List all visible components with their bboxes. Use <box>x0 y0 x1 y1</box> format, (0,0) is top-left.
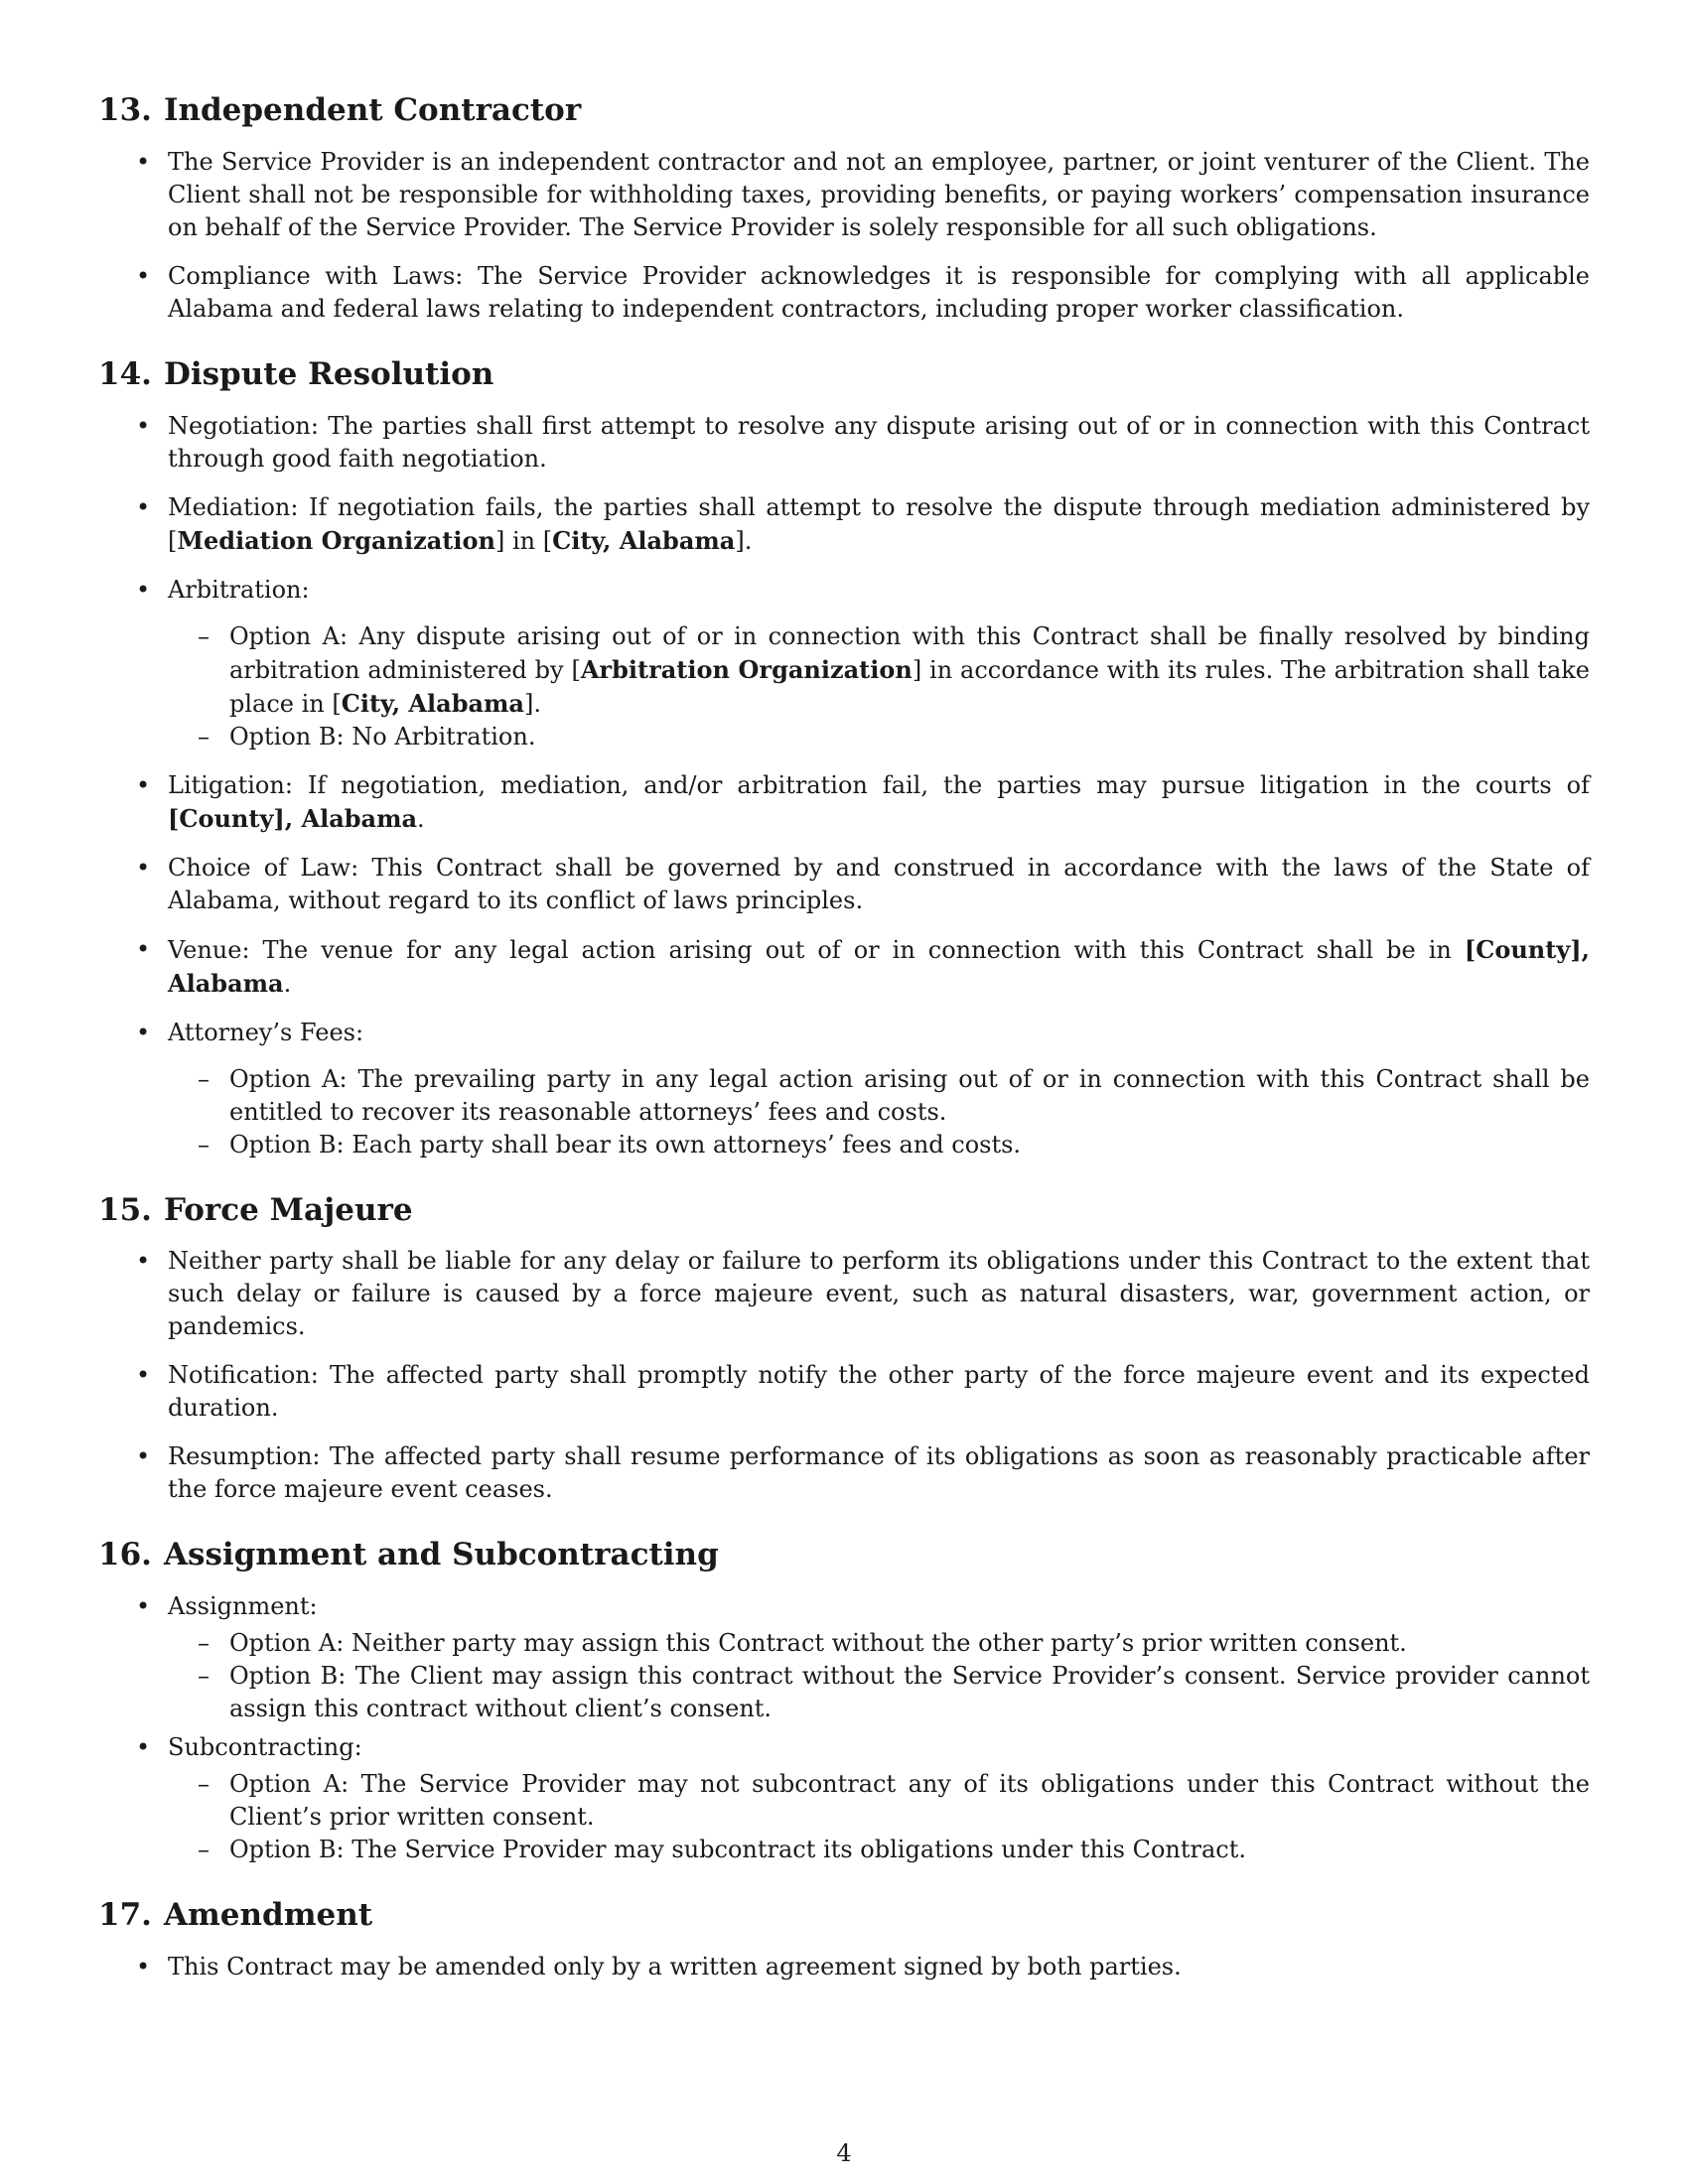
list-item <box>98 1590 1590 1725</box>
placeholder-city: City, Alabama <box>341 688 524 718</box>
section-title: Independent Contractor <box>163 92 582 128</box>
section-number: 13. <box>98 92 152 128</box>
sub-list-item: – Option B: The Client may assign this contract without the Service Provider’s consent. Service provider cannot assign this contract without client’s consent. <box>168 1660 1590 1725</box>
bullet-list <box>98 1951 1590 1983</box>
sub-list-item: – Option B: Each party shall bear its own attorneys’ fees and costs. <box>168 1129 1590 1161</box>
page-number: 4 <box>836 2139 852 2167</box>
list-item <box>98 574 1590 753</box>
item-label: Assignment: <box>168 1592 318 1620</box>
section-number: 15. <box>98 1191 152 1228</box>
text-run: ] in [ <box>494 526 553 555</box>
placeholder-county: [County], Alabama <box>168 803 418 833</box>
section-title: Dispute Resolution <box>163 355 494 392</box>
placeholder-mediation-organization: Mediation Organization <box>177 525 495 555</box>
item-label: Arbitration: <box>168 575 310 604</box>
list-item <box>98 1017 1590 1161</box>
list-item: • This Contract may be amended only by a written agreement signed by both parties. <box>98 1951 1590 1983</box>
placeholder-city: City, Alabama <box>552 525 736 555</box>
text-run: Option A: Any dispute arising out of or in connection with this Contract shall be finally resolved by binding arbitration administered by [ <box>229 621 1590 684</box>
section-independent-contractor <box>98 91 1590 326</box>
item-label: Subcontracting: <box>168 1733 362 1761</box>
list-item: • Negotiation: The parties shall first attempt to resolve any dispute arising out of or in connection with this Contract through good faith negotiation. <box>98 410 1590 476</box>
section-heading <box>98 91 1590 130</box>
list-item: • Neither party shall be liable for any delay or failure to perform its obligations under this Contract to the extent that such delay or failure is caused by a force majeure event, such as natural disasters, war, government action, or pandemics. <box>98 1245 1590 1343</box>
list-item: • Notification: The affected party shall promptly notify the other party of the force majeure event and its expected duration. <box>98 1359 1590 1425</box>
section-title: Assignment and Subcontracting <box>163 1537 719 1573</box>
sub-list-item: – Option B: The Service Provider may subcontract its obligations under this Contract. <box>168 1834 1590 1866</box>
section-title: Force Majeure <box>163 1191 413 1228</box>
section-dispute-resolution <box>98 355 1590 1161</box>
section-number: 17. <box>98 1897 152 1933</box>
sub-list <box>168 1627 1590 1725</box>
sub-list-item: – Option B: No Arbitration. <box>168 721 1590 753</box>
list-item: • Choice of Law: This Contract shall be governed by and construed in accordance with the laws of the State of Alabama, without regard to its conflict of laws principles. <box>98 852 1590 917</box>
text-run: Mediation: If negotiation fails, the parties shall attempt to resolve the dispute through mediation administered by [ <box>168 492 1590 555</box>
section-heading <box>98 1536 1590 1574</box>
text-run: ]. <box>735 526 753 555</box>
list-item: • The Service Provider is an independent contractor and not an employee, partner, or joint venturer of the Client. The Client shall not be responsible for withholding taxes, providing benefits, or paying workers’ compensation insurance on behalf of the Service Provider. The Service Provider is solely responsible for all such obligations. <box>98 146 1590 244</box>
list-item <box>98 1731 1590 1866</box>
section-amendment <box>98 1896 1590 1983</box>
section-assignment-subcontracting <box>98 1536 1590 1866</box>
bullet-list <box>98 1590 1590 1866</box>
text-run: Litigation: If negotiation, mediation, and/or arbitration fail, the parties may pursue litigation in the courts of <box>168 770 1590 799</box>
list-item: • Compliance with Laws: The Service Provider acknowledges it is responsible for complying with all applicable Alabama and federal laws relating to independent contractors, including proper worker classification. <box>98 260 1590 326</box>
item-label: Attorney’s Fees: <box>168 1018 364 1046</box>
list-item <box>98 933 1590 1001</box>
text-run: ] in accordance with its rules. The arbitration shall take place in [ <box>229 655 1591 718</box>
bullet-list <box>98 146 1590 326</box>
section-number: 14. <box>98 355 152 392</box>
section-heading <box>98 1191 1590 1230</box>
sub-list-item: – Option A: The prevailing party in any legal action arising out of or in connection with this Contract shall be entitled to recover its reasonable attorneys’ fees and costs. <box>168 1063 1590 1129</box>
section-number: 16. <box>98 1537 152 1573</box>
section-force-majeure <box>98 1191 1590 1507</box>
section-heading <box>98 1896 1590 1935</box>
sub-list-item: – Option A: Neither party may assign this Contract without the other party’s prior written consent. <box>168 1627 1590 1660</box>
placeholder-arbitration-organization: Arbitration Organization <box>580 654 913 684</box>
sub-list <box>168 1768 1590 1866</box>
text-run: ]. <box>523 689 541 718</box>
list-item <box>98 491 1590 558</box>
placeholder-county: [County], Alabama <box>168 934 1590 998</box>
text-run: . <box>283 969 292 998</box>
sub-list-item: – Option A: The Service Provider may not subcontract any of its obligations under this Contract without the Client’s prior written consent. <box>168 1768 1590 1834</box>
bullet-list <box>98 1245 1590 1506</box>
sub-list <box>168 620 1590 753</box>
text-run: Venue: The venue for any legal action arising out of or in connection with this Contract shall be in <box>168 935 1465 964</box>
text-run: . <box>417 804 425 833</box>
list-item <box>98 769 1590 836</box>
sub-list <box>168 1063 1590 1161</box>
list-item: • Resumption: The affected party shall resume performance of its obligations as soon as reasonably practicable after the force majeure event ceases. <box>98 1440 1590 1506</box>
sub-list-item <box>168 620 1590 721</box>
bullet-list <box>98 410 1590 1161</box>
document-page <box>98 91 1590 2013</box>
section-heading <box>98 355 1590 394</box>
section-title: Amendment <box>163 1897 373 1933</box>
